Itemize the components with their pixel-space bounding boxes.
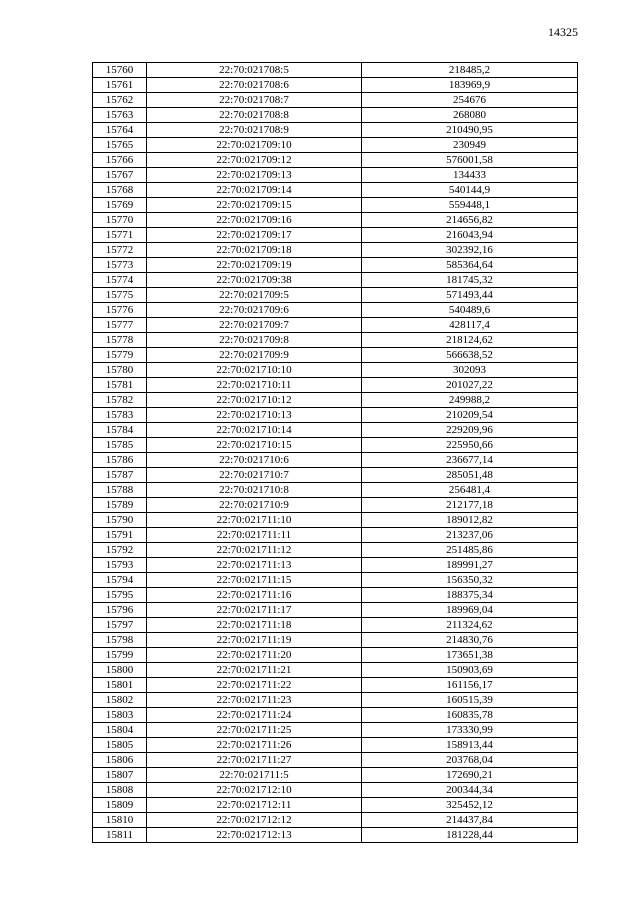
cadastral-number-cell: 22:70:021711:15 — [147, 573, 362, 588]
table-row — [93, 513, 578, 528]
cadastral-value-cell: 251485,86 — [362, 543, 578, 558]
cadastral-value-cell: 189991,27 — [362, 558, 578, 573]
cadastral-number-cell: 22:70:021711:25 — [147, 723, 362, 738]
table-row — [93, 123, 578, 138]
table-row — [93, 93, 578, 108]
cadastral-value-cell: 150903,69 — [362, 663, 578, 678]
table-row — [93, 783, 578, 798]
table-body — [93, 63, 578, 843]
table-row — [93, 378, 578, 393]
table-row — [93, 663, 578, 678]
cadastral-value-cell: 559448,1 — [362, 198, 578, 213]
table-row — [93, 288, 578, 303]
row-number-cell: 15762 — [93, 93, 147, 108]
cadastral-number-cell: 22:70:021711:11 — [147, 528, 362, 543]
row-number-cell: 15772 — [93, 243, 147, 258]
cadastral-number-cell: 22:70:021710:6 — [147, 453, 362, 468]
cadastral-number-cell: 22:70:021712:12 — [147, 813, 362, 828]
table-row — [93, 603, 578, 618]
row-number-cell: 15788 — [93, 483, 147, 498]
table-row — [93, 483, 578, 498]
cadastral-value-cell: 213237,06 — [362, 528, 578, 543]
row-number-cell: 15764 — [93, 123, 147, 138]
cadastral-value-cell: 540489,6 — [362, 303, 578, 318]
row-number-cell: 15765 — [93, 138, 147, 153]
cadastral-value-cell: 189012,82 — [362, 513, 578, 528]
cadastral-number-cell: 22:70:021709:14 — [147, 183, 362, 198]
table-row — [93, 678, 578, 693]
row-number-cell: 15766 — [93, 153, 147, 168]
cadastral-value-cell: 218124,62 — [362, 333, 578, 348]
row-number-cell: 15767 — [93, 168, 147, 183]
row-number-cell: 15808 — [93, 783, 147, 798]
row-number-cell: 15768 — [93, 183, 147, 198]
row-number-cell: 15804 — [93, 723, 147, 738]
cadastral-number-cell: 22:70:021711:13 — [147, 558, 362, 573]
cadastral-value-cell: 566638,52 — [362, 348, 578, 363]
table-row — [93, 78, 578, 93]
cadastral-value-cell: 229209,96 — [362, 423, 578, 438]
row-number-cell: 15794 — [93, 573, 147, 588]
row-number-cell: 15810 — [93, 813, 147, 828]
cadastral-number-cell: 22:70:021711:12 — [147, 543, 362, 558]
cadastral-value-cell: 576001,58 — [362, 153, 578, 168]
table-row — [93, 363, 578, 378]
cadastral-value-cell: 225950,66 — [362, 438, 578, 453]
cadastral-number-cell: 22:70:021709:8 — [147, 333, 362, 348]
cadastral-number-cell: 22:70:021710:14 — [147, 423, 362, 438]
cadastral-value-cell: 160515,39 — [362, 693, 578, 708]
table-row — [93, 543, 578, 558]
cadastral-value-cell: 181228,44 — [362, 828, 578, 843]
cadastral-value-cell: 210209,54 — [362, 408, 578, 423]
row-number-cell: 15805 — [93, 738, 147, 753]
row-number-cell: 15770 — [93, 213, 147, 228]
table-row — [93, 813, 578, 828]
cadastral-value-cell: 268080 — [362, 108, 578, 123]
row-number-cell: 15789 — [93, 498, 147, 513]
cadastral-number-cell: 22:70:021712:10 — [147, 783, 362, 798]
table-row — [93, 318, 578, 333]
cadastral-value-cell: 173651,38 — [362, 648, 578, 663]
cadastral-value-cell: 585364,64 — [362, 258, 578, 273]
cadastral-number-cell: 22:70:021709:10 — [147, 138, 362, 153]
cadastral-value-cell: 189969,04 — [362, 603, 578, 618]
cadastral-value-cell: 156350,32 — [362, 573, 578, 588]
table-row — [93, 723, 578, 738]
cadastral-number-cell: 22:70:021709:17 — [147, 228, 362, 243]
cadastral-value-cell: 256481,4 — [362, 483, 578, 498]
cadastral-number-cell: 22:70:021711:5 — [147, 768, 362, 783]
cadastral-number-cell: 22:70:021710:13 — [147, 408, 362, 423]
row-number-cell: 15774 — [93, 273, 147, 288]
cadastral-value-cell: 249988,2 — [362, 393, 578, 408]
row-number-cell: 15779 — [93, 348, 147, 363]
cadastral-value-cell: 214656,82 — [362, 213, 578, 228]
row-number-cell: 15783 — [93, 408, 147, 423]
table-row — [93, 828, 578, 843]
table-row — [93, 198, 578, 213]
row-number-cell: 15769 — [93, 198, 147, 213]
row-number-cell: 15797 — [93, 618, 147, 633]
table-row — [93, 768, 578, 783]
cadastral-value-cell: 571493,44 — [362, 288, 578, 303]
cadastral-number-cell: 22:70:021711:20 — [147, 648, 362, 663]
table-row — [93, 528, 578, 543]
row-number-cell: 15781 — [93, 378, 147, 393]
cadastral-number-cell: 22:70:021711:10 — [147, 513, 362, 528]
table-row — [93, 618, 578, 633]
cadastral-number-cell: 22:70:021709:19 — [147, 258, 362, 273]
row-number-cell: 15776 — [93, 303, 147, 318]
cadastral-number-cell: 22:70:021709:13 — [147, 168, 362, 183]
table-row — [93, 153, 578, 168]
cadastral-number-cell: 22:70:021710:12 — [147, 393, 362, 408]
row-number-cell: 15777 — [93, 318, 147, 333]
table-row — [93, 573, 578, 588]
cadastral-number-cell: 22:70:021711:22 — [147, 678, 362, 693]
table-row — [93, 753, 578, 768]
row-number-cell: 15791 — [93, 528, 147, 543]
row-number-cell: 15761 — [93, 78, 147, 93]
cadastral-value-cell: 285051,48 — [362, 468, 578, 483]
table-row — [93, 273, 578, 288]
cadastral-value-cell: 212177,18 — [362, 498, 578, 513]
cadastral-number-cell: 22:70:021710:15 — [147, 438, 362, 453]
row-number-cell: 15806 — [93, 753, 147, 768]
cadastral-number-cell: 22:70:021710:9 — [147, 498, 362, 513]
cadastral-value-cell: 214437,84 — [362, 813, 578, 828]
row-number-cell: 15778 — [93, 333, 147, 348]
cadastral-value-cell: 216043,94 — [362, 228, 578, 243]
cadastral-value-table — [92, 62, 578, 843]
row-number-cell: 15796 — [93, 603, 147, 618]
table-row — [93, 468, 578, 483]
table-row — [93, 258, 578, 273]
cadastral-number-cell: 22:70:021711:18 — [147, 618, 362, 633]
cadastral-number-cell: 22:70:021708:5 — [147, 63, 362, 78]
table-row — [93, 63, 578, 78]
row-number-cell: 15811 — [93, 828, 147, 843]
cadastral-number-cell: 22:70:021709:15 — [147, 198, 362, 213]
table-row — [93, 498, 578, 513]
table-row — [93, 228, 578, 243]
cadastral-number-cell: 22:70:021709:18 — [147, 243, 362, 258]
cadastral-number-cell: 22:70:021709:5 — [147, 288, 362, 303]
row-number-cell: 15780 — [93, 363, 147, 378]
cadastral-value-cell: 302093 — [362, 363, 578, 378]
cadastral-number-cell: 22:70:021711:16 — [147, 588, 362, 603]
cadastral-number-cell: 22:70:021709:6 — [147, 303, 362, 318]
row-number-cell: 15798 — [93, 633, 147, 648]
cadastral-value-cell: 325452,12 — [362, 798, 578, 813]
cadastral-value-cell: 173330,99 — [362, 723, 578, 738]
cadastral-number-cell: 22:70:021710:10 — [147, 363, 362, 378]
cadastral-number-cell: 22:70:021708:9 — [147, 123, 362, 138]
table-row — [93, 108, 578, 123]
cadastral-number-cell: 22:70:021711:19 — [147, 633, 362, 648]
row-number-cell: 15771 — [93, 228, 147, 243]
row-number-cell: 15795 — [93, 588, 147, 603]
row-number-cell: 15790 — [93, 513, 147, 528]
row-number-cell: 15803 — [93, 708, 147, 723]
cadastral-number-cell: 22:70:021709:9 — [147, 348, 362, 363]
page-number: 14325 — [548, 25, 578, 39]
cadastral-number-cell: 22:70:021710:11 — [147, 378, 362, 393]
row-number-cell: 15807 — [93, 768, 147, 783]
row-number-cell: 15792 — [93, 543, 147, 558]
row-number-cell: 15782 — [93, 393, 147, 408]
cadastral-value-cell: 210490,95 — [362, 123, 578, 138]
cadastral-value-cell: 254676 — [362, 93, 578, 108]
row-number-cell: 15785 — [93, 438, 147, 453]
row-number-cell: 15775 — [93, 288, 147, 303]
cadastral-number-cell: 22:70:021709:16 — [147, 213, 362, 228]
table-row — [93, 708, 578, 723]
cadastral-value-cell: 160835,78 — [362, 708, 578, 723]
table-row — [93, 558, 578, 573]
row-number-cell: 15801 — [93, 678, 147, 693]
cadastral-number-cell: 22:70:021712:13 — [147, 828, 362, 843]
table-row — [93, 333, 578, 348]
table-row — [93, 168, 578, 183]
cadastral-value-cell: 161156,17 — [362, 678, 578, 693]
cadastral-value-cell: 203768,04 — [362, 753, 578, 768]
row-number-cell: 15802 — [93, 693, 147, 708]
cadastral-number-cell: 22:70:021711:27 — [147, 753, 362, 768]
cadastral-value-cell: 183969,9 — [362, 78, 578, 93]
table-row — [93, 738, 578, 753]
row-number-cell: 15793 — [93, 558, 147, 573]
cadastral-number-cell: 22:70:021708:7 — [147, 93, 362, 108]
cadastral-value-cell: 540144,9 — [362, 183, 578, 198]
cadastral-value-cell: 428117,4 — [362, 318, 578, 333]
cadastral-number-cell: 22:70:021711:26 — [147, 738, 362, 753]
cadastral-number-cell: 22:70:021712:11 — [147, 798, 362, 813]
cadastral-value-cell: 236677,14 — [362, 453, 578, 468]
table-row — [93, 348, 578, 363]
row-number-cell: 15784 — [93, 423, 147, 438]
table-row — [93, 183, 578, 198]
cadastral-number-cell: 22:70:021709:12 — [147, 153, 362, 168]
row-number-cell: 15763 — [93, 108, 147, 123]
table-row — [93, 243, 578, 258]
row-number-cell: 15799 — [93, 648, 147, 663]
table-row — [93, 303, 578, 318]
cadastral-number-cell: 22:70:021711:21 — [147, 663, 362, 678]
row-number-cell: 15787 — [93, 468, 147, 483]
table-row — [93, 423, 578, 438]
table-row — [93, 648, 578, 663]
cadastral-value-cell: 181745,32 — [362, 273, 578, 288]
cadastral-value-cell: 134433 — [362, 168, 578, 183]
cadastral-number-cell: 22:70:021710:8 — [147, 483, 362, 498]
row-number-cell: 15760 — [93, 63, 147, 78]
row-number-cell: 15786 — [93, 453, 147, 468]
table-row — [93, 798, 578, 813]
cadastral-number-cell: 22:70:021709:7 — [147, 318, 362, 333]
cadastral-value-cell: 201027,22 — [362, 378, 578, 393]
cadastral-number-cell: 22:70:021709:38 — [147, 273, 362, 288]
table-row — [93, 588, 578, 603]
cadastral-value-cell: 302392,16 — [362, 243, 578, 258]
table-row — [93, 408, 578, 423]
cadastral-number-cell: 22:70:021710:7 — [147, 468, 362, 483]
table-row — [93, 693, 578, 708]
row-number-cell: 15800 — [93, 663, 147, 678]
table-row — [93, 438, 578, 453]
cadastral-value-cell: 158913,44 — [362, 738, 578, 753]
cadastral-number-cell: 22:70:021708:6 — [147, 78, 362, 93]
cadastral-value-cell: 214830,76 — [362, 633, 578, 648]
cadastral-number-cell: 22:70:021711:23 — [147, 693, 362, 708]
cadastral-value-cell: 211324,62 — [362, 618, 578, 633]
cadastral-number-cell: 22:70:021711:17 — [147, 603, 362, 618]
table-row — [93, 633, 578, 648]
cadastral-number-cell: 22:70:021711:24 — [147, 708, 362, 723]
cadastral-value-cell: 188375,34 — [362, 588, 578, 603]
row-number-cell: 15809 — [93, 798, 147, 813]
cadastral-value-cell: 230949 — [362, 138, 578, 153]
cadastral-value-cell: 172690,21 — [362, 768, 578, 783]
cadastral-value-cell: 200344,34 — [362, 783, 578, 798]
cadastral-number-cell: 22:70:021708:8 — [147, 108, 362, 123]
cadastral-value-cell: 218485,2 — [362, 63, 578, 78]
row-number-cell: 15773 — [93, 258, 147, 273]
table-row — [93, 213, 578, 228]
table-row — [93, 393, 578, 408]
table-row — [93, 138, 578, 153]
table-row — [93, 453, 578, 468]
